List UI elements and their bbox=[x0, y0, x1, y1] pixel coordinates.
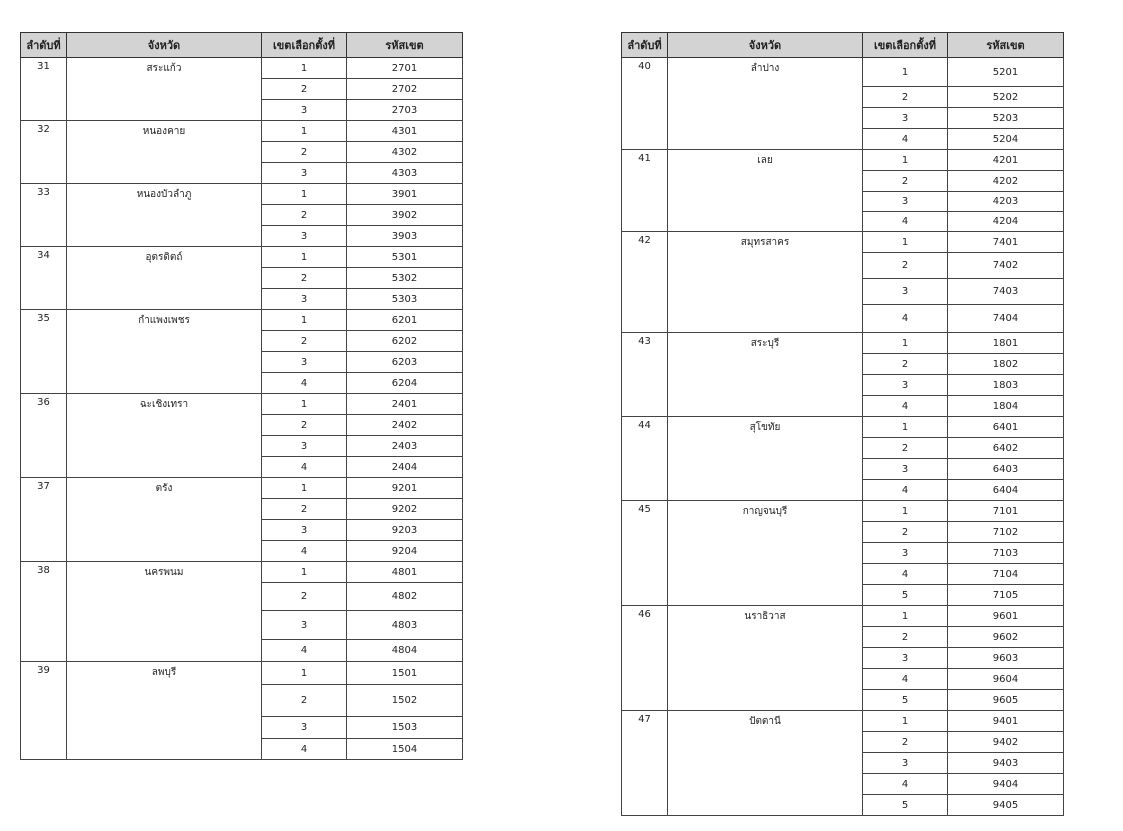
district-number: 2 bbox=[262, 79, 347, 100]
province-name: ฉะเชิงเทรา bbox=[67, 394, 262, 478]
header-row bbox=[622, 33, 1064, 58]
district-code: 5302 bbox=[347, 268, 463, 289]
district-code: 5204 bbox=[948, 129, 1064, 150]
district-number: 1 bbox=[262, 310, 347, 331]
header-no: ลำดับที่ bbox=[622, 33, 668, 58]
district-number: 5 bbox=[863, 585, 948, 606]
district-number: 3 bbox=[863, 543, 948, 564]
election-district-table-right bbox=[621, 32, 1064, 816]
district-number: 3 bbox=[863, 648, 948, 669]
district-code: 9203 bbox=[347, 520, 463, 541]
district-code: 5303 bbox=[347, 289, 463, 310]
district-code: 7102 bbox=[948, 522, 1064, 543]
table-row bbox=[622, 711, 1064, 732]
district-number: 3 bbox=[262, 163, 347, 184]
district-number: 2 bbox=[262, 268, 347, 289]
district-code: 6401 bbox=[948, 417, 1064, 438]
district-number: 2 bbox=[863, 253, 948, 279]
province-no: 38 bbox=[21, 562, 67, 662]
election-district-table-left bbox=[20, 32, 463, 760]
district-code: 9605 bbox=[948, 690, 1064, 711]
province-no: 35 bbox=[21, 310, 67, 394]
district-number: 1 bbox=[262, 562, 347, 583]
district-number: 1 bbox=[863, 333, 948, 354]
province-no: 31 bbox=[21, 58, 67, 121]
province-name: หนองคาย bbox=[67, 121, 262, 184]
district-code: 5201 bbox=[948, 58, 1064, 87]
district-code: 7101 bbox=[948, 501, 1064, 522]
district-number: 1 bbox=[863, 232, 948, 253]
province-name: สมุทรสาคร bbox=[668, 232, 863, 333]
district-number: 3 bbox=[262, 100, 347, 121]
district-code: 5203 bbox=[948, 108, 1064, 129]
province-name: กาญจนบุรี bbox=[668, 501, 863, 606]
district-code: 7105 bbox=[948, 585, 1064, 606]
district-code: 9402 bbox=[948, 732, 1064, 753]
district-number: 4 bbox=[262, 541, 347, 562]
province-name: สุโขทัย bbox=[668, 417, 863, 501]
table-row bbox=[21, 247, 463, 268]
district-code: 7103 bbox=[948, 543, 1064, 564]
province-no: 40 bbox=[622, 58, 668, 150]
district-code: 4301 bbox=[347, 121, 463, 142]
district-number: 2 bbox=[863, 522, 948, 543]
province-no: 42 bbox=[622, 232, 668, 333]
district-code: 6403 bbox=[948, 459, 1064, 480]
table-row bbox=[622, 58, 1064, 87]
district-number: 1 bbox=[863, 417, 948, 438]
district-code: 2402 bbox=[347, 415, 463, 436]
district-code: 1503 bbox=[347, 717, 463, 739]
district-number: 2 bbox=[863, 87, 948, 108]
province-name: นครพนม bbox=[67, 562, 262, 662]
district-number: 3 bbox=[863, 375, 948, 396]
table-row bbox=[21, 478, 463, 499]
province-name: นราธิวาส bbox=[668, 606, 863, 711]
district-code: 1803 bbox=[948, 375, 1064, 396]
district-code: 9604 bbox=[948, 669, 1064, 690]
district-number: 2 bbox=[863, 354, 948, 375]
district-number: 4 bbox=[863, 669, 948, 690]
province-no: 32 bbox=[21, 121, 67, 184]
district-code: 7404 bbox=[948, 305, 1064, 333]
district-number: 1 bbox=[262, 662, 347, 685]
district-number: 1 bbox=[262, 121, 347, 142]
district-number: 1 bbox=[863, 501, 948, 522]
table-row bbox=[21, 562, 463, 583]
province-name: ตรัง bbox=[67, 478, 262, 562]
district-number: 4 bbox=[262, 457, 347, 478]
district-number: 3 bbox=[262, 611, 347, 640]
district-code: 6202 bbox=[347, 331, 463, 352]
district-number: 2 bbox=[262, 331, 347, 352]
district-number: 2 bbox=[863, 627, 948, 648]
province-name: ปัตตานี bbox=[668, 711, 863, 816]
table-row bbox=[21, 310, 463, 331]
district-code: 2701 bbox=[347, 58, 463, 79]
district-code: 7104 bbox=[948, 564, 1064, 585]
district-code: 3903 bbox=[347, 226, 463, 247]
district-code: 1504 bbox=[347, 739, 463, 760]
district-code: 4803 bbox=[347, 611, 463, 640]
province-no: 34 bbox=[21, 247, 67, 310]
district-code: 9601 bbox=[948, 606, 1064, 627]
district-number: 5 bbox=[863, 795, 948, 816]
district-code: 1804 bbox=[948, 396, 1064, 417]
province-no: 33 bbox=[21, 184, 67, 247]
district-code: 4303 bbox=[347, 163, 463, 184]
district-number: 4 bbox=[863, 212, 948, 232]
district-number: 4 bbox=[863, 774, 948, 795]
district-code: 5301 bbox=[347, 247, 463, 268]
district-code: 2703 bbox=[347, 100, 463, 121]
district-code: 9602 bbox=[948, 627, 1064, 648]
district-number: 1 bbox=[262, 394, 347, 415]
district-number: 4 bbox=[262, 739, 347, 760]
district-number: 4 bbox=[262, 373, 347, 394]
district-number: 4 bbox=[262, 640, 347, 662]
district-number: 1 bbox=[863, 58, 948, 87]
province-no: 46 bbox=[622, 606, 668, 711]
district-code: 2702 bbox=[347, 79, 463, 100]
province-name: สระแก้ว bbox=[67, 58, 262, 121]
district-code: 4801 bbox=[347, 562, 463, 583]
district-number: 2 bbox=[863, 732, 948, 753]
district-number: 3 bbox=[262, 289, 347, 310]
table-row bbox=[21, 184, 463, 205]
district-number: 3 bbox=[863, 279, 948, 305]
district-number: 2 bbox=[262, 205, 347, 226]
district-number: 4 bbox=[863, 305, 948, 333]
district-code: 3901 bbox=[347, 184, 463, 205]
table-row bbox=[622, 606, 1064, 627]
header-row bbox=[21, 33, 463, 58]
province-no: 37 bbox=[21, 478, 67, 562]
district-number: 2 bbox=[262, 685, 347, 717]
district-code: 9401 bbox=[948, 711, 1064, 732]
district-code: 2401 bbox=[347, 394, 463, 415]
district-code: 4204 bbox=[948, 212, 1064, 232]
district-code: 6201 bbox=[347, 310, 463, 331]
district-code: 9405 bbox=[948, 795, 1064, 816]
province-no: 39 bbox=[21, 662, 67, 760]
district-code: 9403 bbox=[948, 753, 1064, 774]
district-number: 2 bbox=[262, 499, 347, 520]
district-number: 1 bbox=[262, 478, 347, 499]
district-code: 9404 bbox=[948, 774, 1064, 795]
district-number: 3 bbox=[262, 520, 347, 541]
district-number: 3 bbox=[262, 352, 347, 373]
district-code: 4203 bbox=[948, 192, 1064, 212]
district-code: 1502 bbox=[347, 685, 463, 717]
province-name: กำแพงเพชร bbox=[67, 310, 262, 394]
district-code: 2403 bbox=[347, 436, 463, 457]
district-code: 7402 bbox=[948, 253, 1064, 279]
province-name: อุตรดิตถ์ bbox=[67, 247, 262, 310]
district-number: 1 bbox=[863, 150, 948, 171]
district-number: 2 bbox=[863, 438, 948, 459]
district-code: 9204 bbox=[347, 541, 463, 562]
district-code: 7403 bbox=[948, 279, 1064, 305]
district-code: 1801 bbox=[948, 333, 1064, 354]
district-number: 4 bbox=[863, 480, 948, 501]
district-number: 1 bbox=[863, 606, 948, 627]
district-number: 2 bbox=[262, 583, 347, 611]
table-row bbox=[622, 417, 1064, 438]
header-code: รหัสเขต bbox=[347, 33, 463, 58]
district-number: 1 bbox=[262, 58, 347, 79]
district-number: 4 bbox=[863, 129, 948, 150]
district-code: 6404 bbox=[948, 480, 1064, 501]
district-number: 3 bbox=[262, 717, 347, 739]
header-district: เขตเลือกตั้งที่ bbox=[863, 33, 948, 58]
district-number: 2 bbox=[262, 415, 347, 436]
district-code: 9201 bbox=[347, 478, 463, 499]
district-code: 9603 bbox=[948, 648, 1064, 669]
district-code: 9202 bbox=[347, 499, 463, 520]
province-name: ลพบุรี bbox=[67, 662, 262, 760]
district-number: 2 bbox=[262, 142, 347, 163]
district-code: 3902 bbox=[347, 205, 463, 226]
district-code: 6402 bbox=[948, 438, 1064, 459]
table-row bbox=[622, 333, 1064, 354]
district-code: 6204 bbox=[347, 373, 463, 394]
district-number: 3 bbox=[863, 753, 948, 774]
table-row bbox=[21, 394, 463, 415]
district-code: 4302 bbox=[347, 142, 463, 163]
district-code: 4802 bbox=[347, 583, 463, 611]
district-code: 1501 bbox=[347, 662, 463, 685]
province-no: 41 bbox=[622, 150, 668, 232]
district-code: 1802 bbox=[948, 354, 1064, 375]
province-name: สระบุรี bbox=[668, 333, 863, 417]
province-no: 43 bbox=[622, 333, 668, 417]
district-code: 5202 bbox=[948, 87, 1064, 108]
header-province: จังหวัด bbox=[67, 33, 262, 58]
province-name: ลำปาง bbox=[668, 58, 863, 150]
district-number: 3 bbox=[262, 436, 347, 457]
district-code: 7401 bbox=[948, 232, 1064, 253]
table-row bbox=[21, 58, 463, 79]
table-row bbox=[21, 121, 463, 142]
table-row bbox=[622, 232, 1064, 253]
province-no: 36 bbox=[21, 394, 67, 478]
province-name: เลย bbox=[668, 150, 863, 232]
header-code: รหัสเขต bbox=[948, 33, 1064, 58]
district-number: 5 bbox=[863, 690, 948, 711]
header-province: จังหวัด bbox=[668, 33, 863, 58]
district-code: 6203 bbox=[347, 352, 463, 373]
district-number: 4 bbox=[863, 564, 948, 585]
province-name: หนองบัวลำภู bbox=[67, 184, 262, 247]
district-number: 3 bbox=[863, 459, 948, 480]
district-code: 4202 bbox=[948, 171, 1064, 192]
district-number: 4 bbox=[863, 396, 948, 417]
district-number: 3 bbox=[863, 108, 948, 129]
table-row bbox=[622, 501, 1064, 522]
district-number: 3 bbox=[863, 192, 948, 212]
table-row bbox=[21, 662, 463, 685]
header-district: เขตเลือกตั้งที่ bbox=[262, 33, 347, 58]
table-row bbox=[622, 150, 1064, 171]
province-no: 47 bbox=[622, 711, 668, 816]
district-number: 1 bbox=[262, 247, 347, 268]
district-number: 2 bbox=[863, 171, 948, 192]
district-code: 2404 bbox=[347, 457, 463, 478]
district-number: 1 bbox=[863, 711, 948, 732]
district-number: 1 bbox=[262, 184, 347, 205]
province-no: 45 bbox=[622, 501, 668, 606]
district-number: 3 bbox=[262, 226, 347, 247]
province-no: 44 bbox=[622, 417, 668, 501]
district-code: 4804 bbox=[347, 640, 463, 662]
header-no: ลำดับที่ bbox=[21, 33, 67, 58]
district-code: 4201 bbox=[948, 150, 1064, 171]
